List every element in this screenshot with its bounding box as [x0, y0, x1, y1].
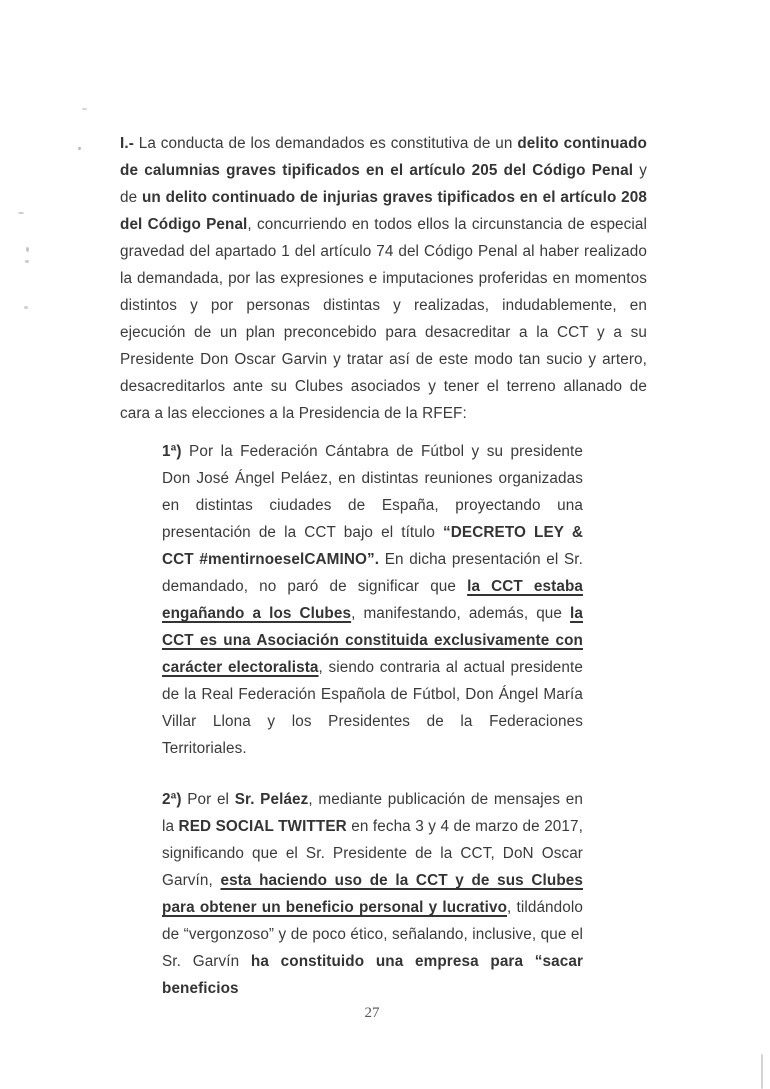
page-number: 27: [364, 1005, 380, 1021]
text-segment-normal: , mediante publicación de mensajes en la: [162, 791, 583, 835]
text-segment-normal: En dicha presentación el Sr. demandado, no paró de significar que: [162, 551, 583, 595]
scan-speck: [78, 147, 81, 150]
text-segment-bold: delito continuado de calumnias graves tipificados en el artículo 205 del Código Penal: [120, 135, 648, 179]
scan-speck: [82, 108, 87, 110]
intro-paragraph: [120, 130, 647, 427]
text-segment-normal: , siendo contraria al actual presidente de la Real Federación Española de Fútbol, Don Ángel María Villar Llona y los Presidentes de la Federaciones Territoriales.: [162, 659, 583, 757]
text-segment-bold: I.-: [120, 135, 134, 152]
text-segment-bold-underline: la CCT es una Asociación constituida exclusivamente con carácter electoralista: [162, 605, 583, 676]
scan-speck: [24, 306, 28, 309]
text-segment-bold: ha constituido una empresa para “sacar beneficios: [162, 953, 584, 997]
text-segment-normal: , manifestando, además, que: [351, 605, 571, 622]
scan-speck: [25, 260, 29, 263]
text-segment-normal: Por la Federación Cántabra de Fútbol y su presidente Don José Ángel Peláez, en distintas reuniones organizadas en distintas ciudades de España, proyectando una presentación de la CCT bajo el título: [162, 443, 583, 541]
text-segment-bold-underline: esta haciendo uso de la CCT y de sus Clubes para obtener un beneficio personal y lucrativo: [162, 872, 583, 916]
text-segment-bold: 1ª): [162, 443, 182, 460]
text-segment-normal: La conducta de los demandados es constitutiva de un: [133, 135, 518, 152]
text-segment-normal: Por el: [181, 791, 235, 808]
text-segment-bold: RED SOCIAL TWITTER: [178, 818, 347, 835]
text-segment-bold: un delito continuado de injurias graves tipificados en el artículo 208 del Código Penal: [120, 189, 647, 233]
text-segment-bold: 2ª): [162, 791, 182, 808]
text-segment-bold: Sr. Peláez: [234, 791, 309, 808]
numbered-item-2: [162, 786, 583, 1002]
scan-speck: [18, 212, 24, 214]
numbered-item-1: [162, 438, 583, 762]
text-segment-normal: , concurriendo en todos ellos la circunstancia de especial gravedad del apartado 1 del artículo 74 del Código Penal al haber realizado la demandada, por las expresiones e imputaciones proferidas en momentos distintos y por personas distintas y realizadas, indudablemente, en ejecución de un plan preconcebido para desacreditar a la CCT y a su Presidente Don Oscar Garvin y tratar así de este modo tan sucio y artero, desacreditarlos ante su Clubes asociados y tener el terreno allanado de cara a las elecciones a la Presidencia de la RFEF:: [120, 216, 648, 422]
scan-speck: [26, 247, 29, 252]
text-segment-normal: en fecha 3 y 4 de marzo de 2017, significando que el Sr. Presidente de la CCT, DoN Oscar Garvín,: [162, 818, 583, 889]
text-segment-normal: y de: [120, 162, 648, 206]
text-segment-bold-underline: la CCT estaba engañando a los Clubes: [162, 578, 583, 622]
text-segment-bold: “DECRETO LEY & CCT #mentirnoeselCAMINO”.: [162, 524, 583, 568]
scan-edge-artifact: [761, 1054, 763, 1089]
text-segment-normal: , tildándolo de “vergonzoso” y de poco ético, señalando, inclusive, que el Sr. Garvín: [162, 899, 583, 970]
